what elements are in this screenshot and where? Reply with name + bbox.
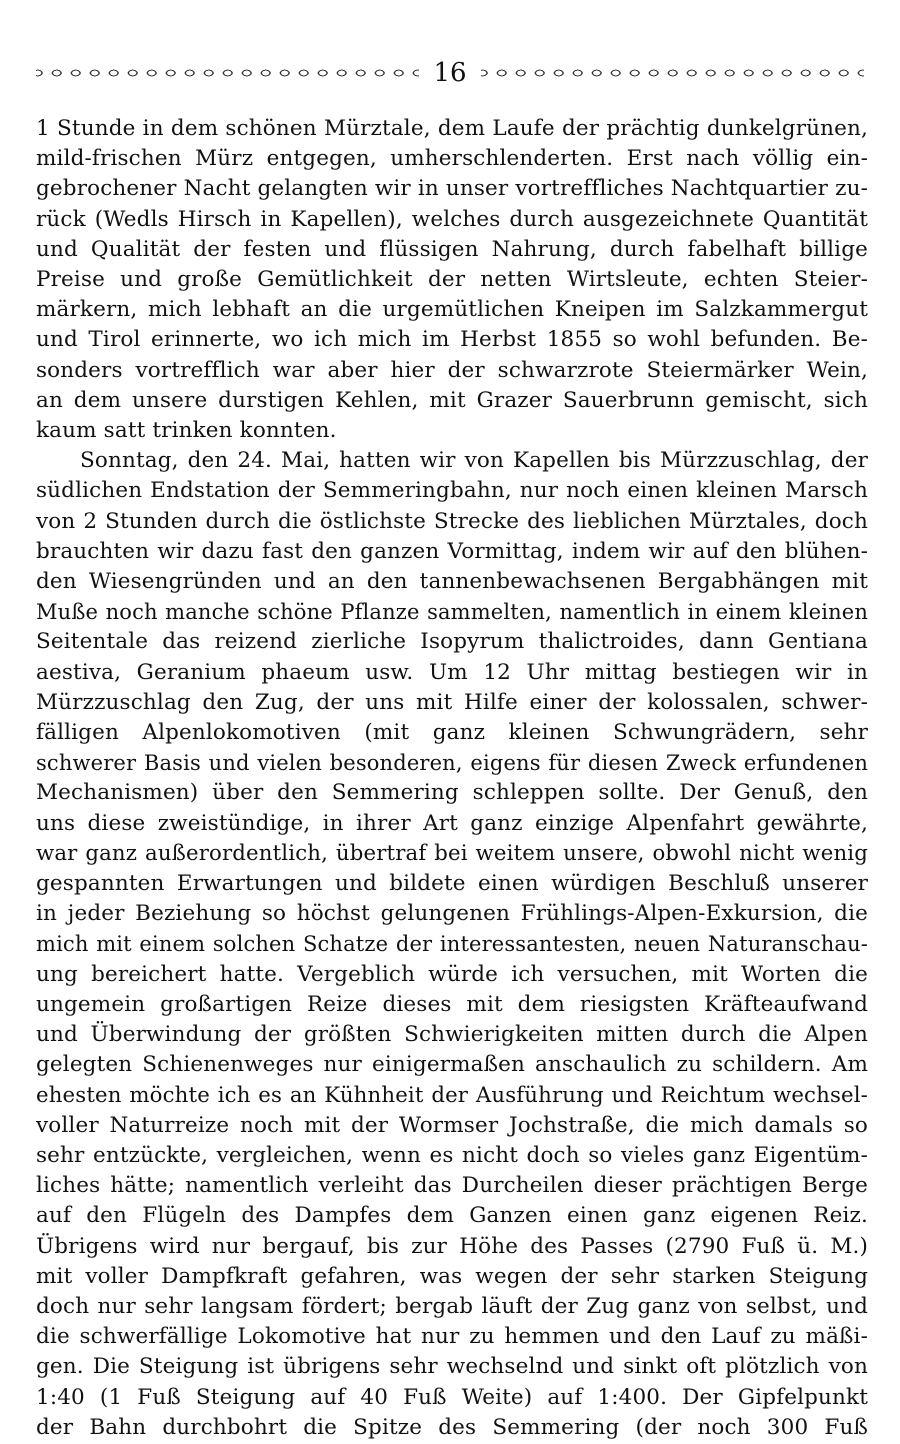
text-line: sonders vortrefflich war aber hier der schwarzrote Steiermärker Wein, [36, 357, 868, 383]
text-line: südlichen Endstation der Semmeringbahn, nur noch einen kleinen Marsch [36, 478, 868, 504]
text-line: gebrochener Nacht gelangten wir in unser vortreffliches Nachtquartier zu- [36, 176, 868, 202]
text-line: gen. Die Steigung ist übrigens sehr wechselnd und sinkt oft plötzlich von [36, 1354, 868, 1380]
text-line: aestiva, Geranium phaeum usw. Um 12 Uhr mittag bestiegen wir in [36, 659, 868, 685]
text-line: ung bereichert hatte. Vergeblich würde ich versuchen, mit Worten die [36, 961, 868, 987]
text-line: auf den Flügeln des Dampfes dem Ganzen einen ganz eigenen Reiz. [36, 1203, 868, 1229]
ornament-border-right [481, 66, 864, 80]
page-number: 16 [433, 58, 467, 88]
text-line: Preise und große Gemütlichkeit der netten Wirtsleute, echten Steier- [36, 267, 868, 293]
text-line: Muße noch manche schöne Pflanze sammelten, namentlich in einem kleinen [36, 600, 868, 625]
text-line: gespannten Erwartungen und bildete einen würdigen Beschluß unserer [36, 871, 868, 897]
ornament-border-left [36, 66, 419, 80]
text-line: uns diese zweistündige, in ihrer Art ganz einzige Alpenfahrt gewährte, [36, 810, 868, 836]
paragraph [36, 446, 868, 1443]
text-line: rück (Wedls Hirsch in Kapellen), welches durch ausgezeichnete Quantität [36, 206, 868, 232]
text-line: ehesten möchte ich es an Kühnheit der Ausführung und Reichtum wechsel- [36, 1082, 868, 1108]
text-line: Übrigens wird nur bergauf, bis zur Höhe des Passes (2790 Fuß ü. M.) [36, 1233, 868, 1259]
body-text [36, 114, 868, 1443]
text-line: Sonntag, den 24. Mai, hatten wir von Kapellen bis Mürzzuschlag, der [80, 448, 868, 474]
page-header [36, 56, 864, 90]
text-line: Mechanismen) über den Semmering schleppen sollte. Der Genuß, den [36, 780, 868, 806]
text-line: von 2 Stunden durch die östlichste Strecke des lieblichen Mürztales, doch [36, 508, 868, 534]
text-line: sehr entzückte, vergleichen, wenn es nicht doch so vieles ganz Eigentüm- [36, 1142, 868, 1168]
text-line: 1:40 (1 Fuß Steigung auf 40 Fuß Weite) auf 1:400. Der Gipfelpunkt [36, 1384, 868, 1410]
text-line: doch nur sehr langsam fördert; bergab läuft der Zug ganz von selbst, und [36, 1293, 868, 1319]
text-line: an dem unsere durstigen Kehlen, mit Grazer Sauerbrunn gemischt, sich [36, 387, 868, 413]
text-line: und Überwindung der größten Schwierigkeiten mitten durch die Alpen [36, 1022, 868, 1048]
text-line: Mürzzuschlag den Zug, der uns mit Hilfe einer der kolossalen, schwer- [36, 689, 868, 715]
text-line: die schwerfällige Lokomotive hat nur zu hemmen und den Lauf zu mäßi- [36, 1324, 868, 1350]
text-line: mit voller Dampfkraft gefahren, was wegen der sehr starken Steigung [36, 1263, 868, 1289]
text-line: und Qualität der festen und flüssigen Nahrung, durch fabelhaft billige [36, 236, 868, 262]
text-line: brauchten wir dazu fast den ganzen Vormittag, indem wir auf den blühen- [36, 538, 868, 564]
text-line: 1 Stunde in dem schönen Mürztale, dem Laufe der prächtig dunkelgrünen, [36, 116, 868, 141]
text-line: mild-frischen Mürz entgegen, umherschlenderten. Erst nach völlig ein- [36, 146, 868, 172]
text-line: liches hätte; namentlich verleiht das Durcheilen dieser prächtigen Berge [36, 1173, 868, 1199]
text-line: und Tirol erinnerte, wo ich mich im Herbst 1855 so wohl befunden. Be- [36, 327, 868, 353]
text-line: schwerer Basis und vielen besonderen, eigens für diesen Zweck erfundenen [36, 751, 868, 776]
text-line: kaum satt trinken konnten. [36, 418, 337, 444]
text-line: war ganz außerordentlich, übertraf bei weitem unsere, obwohl nicht wenig [36, 840, 868, 866]
text-line: Seitentale das reizend zierliche Isopyrum thalictroides, dann Gentiana [36, 629, 868, 655]
text-line: voller Naturreize noch mit der Wormser Jochstraße, die mich damals so [36, 1112, 868, 1138]
text-line: gelegten Schienenweges nur einigermaßen anschaulich zu schildern. Am [36, 1052, 868, 1078]
text-line: fälligen Alpenlokomotiven (mit ganz kleinen Schwungrädern, sehr [36, 720, 868, 746]
text-line: ungemein großartigen Reize dieses mit dem riesigsten Kräfteaufwand [36, 991, 868, 1017]
text-line: in jeder Beziehung so höchst gelungenen Frühlings-Alpen-Exkursion, die [36, 901, 868, 927]
paragraph [36, 114, 868, 446]
text-line: den Wiesengründen und an den tannenbewachsenen Bergabhängen mit [36, 569, 868, 595]
text-line: der Bahn durchbohrt die Spitze des Semmering (der noch 300 Fuß [36, 1414, 868, 1440]
text-line: märkern, mich lebhaft an die urgemütlichen Kneipen im Salzkammergut [36, 297, 868, 323]
text-line: mich mit einem solchen Schatze der interessantesten, neuen Naturanschau- [36, 932, 868, 957]
